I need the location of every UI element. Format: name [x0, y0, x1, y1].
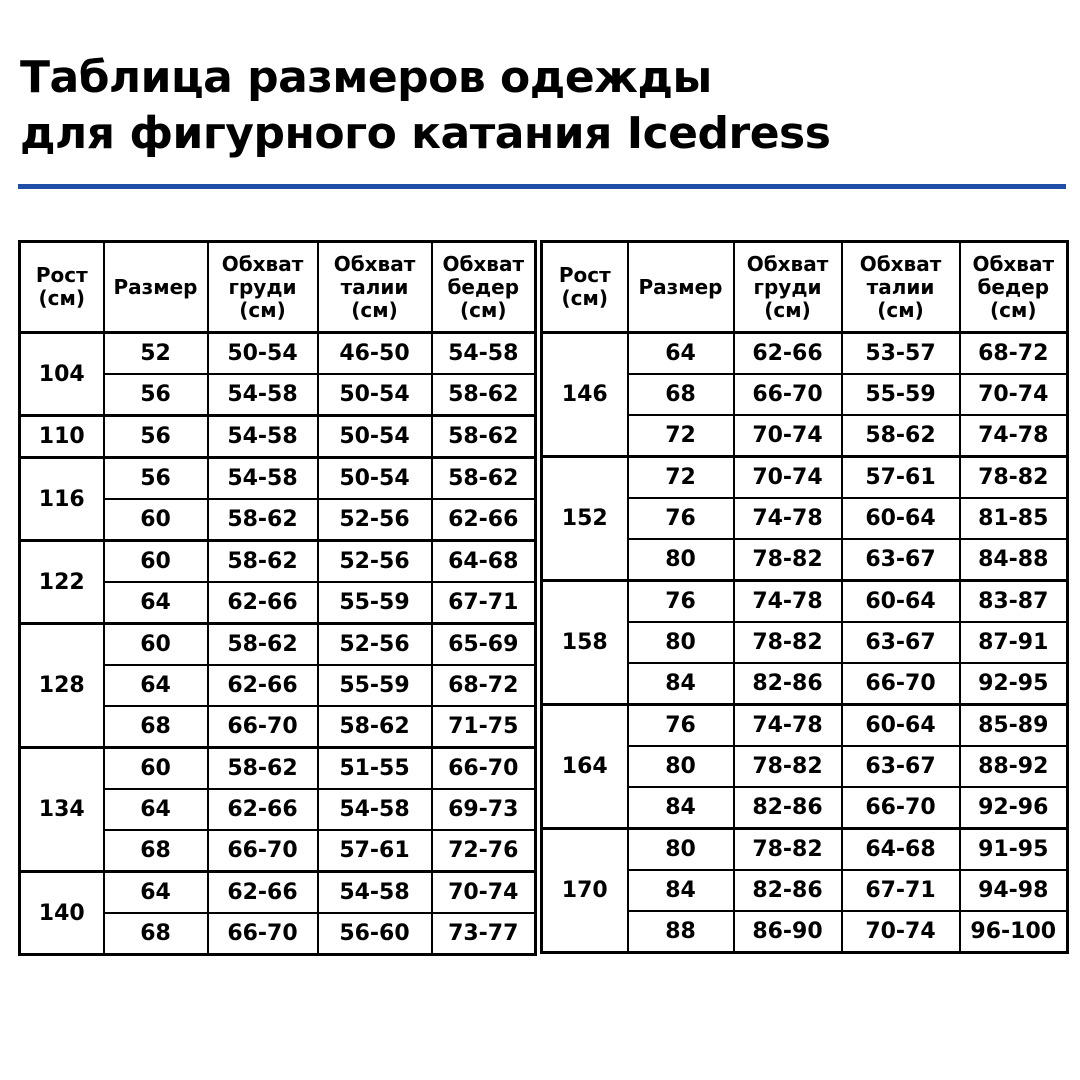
chest-cell: 74-78 — [734, 581, 842, 623]
size-cell: 80 — [628, 746, 734, 787]
chest-cell: 54-58 — [208, 416, 318, 458]
waist-cell: 56-60 — [318, 913, 432, 955]
hips-cell: 67-71 — [432, 582, 536, 624]
waist-cell: 70-74 — [842, 911, 960, 953]
table-row — [20, 624, 536, 666]
chest-cell: 66-70 — [208, 706, 318, 748]
hips-cell: 73-77 — [432, 913, 536, 955]
chest-cell: 62-66 — [208, 582, 318, 624]
chest-cell: 66-70 — [208, 913, 318, 955]
hips-cell: 70-74 — [432, 872, 536, 914]
size-cell: 80 — [628, 622, 734, 663]
waist-cell: 52-56 — [318, 624, 432, 666]
size-cell: 60 — [104, 499, 208, 541]
size-cell: 68 — [628, 374, 734, 415]
size-cell: 60 — [104, 541, 208, 583]
chest-cell: 58-62 — [208, 499, 318, 541]
table-row — [542, 457, 1068, 499]
chest-cell: 58-62 — [208, 624, 318, 666]
size-cell: 80 — [628, 829, 734, 871]
chest-cell: 62-66 — [208, 789, 318, 830]
chest-cell: 62-66 — [734, 333, 842, 375]
waist-cell: 52-56 — [318, 541, 432, 583]
chest-cell: 62-66 — [208, 665, 318, 706]
waist-cell: 54-58 — [318, 789, 432, 830]
waist-cell: 57-61 — [842, 457, 960, 499]
hips-cell: 65-69 — [432, 624, 536, 666]
waist-cell: 57-61 — [318, 830, 432, 872]
table-header-row — [542, 242, 1068, 333]
waist-cell: 63-67 — [842, 622, 960, 663]
chest-cell: 78-82 — [734, 746, 842, 787]
waist-cell: 66-70 — [842, 663, 960, 705]
waist-cell: 55-59 — [318, 665, 432, 706]
header-chest: Обхват груди (см) — [734, 242, 842, 333]
header-chest: Обхват груди (см) — [208, 242, 318, 333]
height-cell: 110 — [20, 416, 104, 458]
chest-cell: 58-62 — [208, 541, 318, 583]
chest-cell: 86-90 — [734, 911, 842, 953]
table-row — [542, 829, 1068, 871]
table-row — [20, 872, 536, 914]
hips-cell: 96-100 — [960, 911, 1068, 953]
hips-cell: 87-91 — [960, 622, 1068, 663]
chest-cell: 54-58 — [208, 458, 318, 500]
chest-cell: 82-86 — [734, 663, 842, 705]
title-line-2: для фигурного катания Icedress — [20, 108, 831, 159]
chest-cell: 62-66 — [208, 872, 318, 914]
hips-cell: 69-73 — [432, 789, 536, 830]
height-cell: 164 — [542, 705, 628, 829]
height-cell: 134 — [20, 748, 104, 872]
size-cell: 76 — [628, 581, 734, 623]
hips-cell: 66-70 — [432, 748, 536, 790]
hips-cell: 94-98 — [960, 870, 1068, 911]
hips-cell: 54-58 — [432, 333, 536, 375]
table-header-row — [20, 242, 536, 333]
hips-cell: 91-95 — [960, 829, 1068, 871]
hips-cell: 84-88 — [960, 539, 1068, 581]
size-cell: 64 — [104, 665, 208, 706]
size-cell: 84 — [628, 663, 734, 705]
hips-cell: 85-89 — [960, 705, 1068, 747]
chest-cell: 66-70 — [734, 374, 842, 415]
chest-cell: 70-74 — [734, 457, 842, 499]
waist-cell: 58-62 — [842, 415, 960, 457]
waist-cell: 64-68 — [842, 829, 960, 871]
chest-cell: 82-86 — [734, 787, 842, 829]
hips-cell: 58-62 — [432, 416, 536, 458]
hips-cell: 68-72 — [960, 333, 1068, 375]
size-table-left — [18, 240, 537, 956]
height-cell: 122 — [20, 541, 104, 624]
hips-cell: 81-85 — [960, 498, 1068, 539]
height-cell: 152 — [542, 457, 628, 581]
size-cell: 88 — [628, 911, 734, 953]
header-height: Рост (см) — [20, 242, 104, 333]
waist-cell: 66-70 — [842, 787, 960, 829]
size-cell: 64 — [104, 789, 208, 830]
chest-cell: 66-70 — [208, 830, 318, 872]
size-cell: 52 — [104, 333, 208, 375]
height-cell: 158 — [542, 581, 628, 705]
table-row — [542, 705, 1068, 747]
header-hips: Обхват бедер (см) — [432, 242, 536, 333]
header-height: Рост (см) — [542, 242, 628, 333]
waist-cell: 46-50 — [318, 333, 432, 375]
table-row — [542, 581, 1068, 623]
header-size: Размер — [628, 242, 734, 333]
size-cell: 60 — [104, 748, 208, 790]
size-cell: 76 — [628, 705, 734, 747]
waist-cell: 60-64 — [842, 581, 960, 623]
waist-cell: 55-59 — [318, 582, 432, 624]
size-cell: 68 — [104, 913, 208, 955]
chest-cell: 74-78 — [734, 498, 842, 539]
chest-cell: 70-74 — [734, 415, 842, 457]
waist-cell: 50-54 — [318, 374, 432, 416]
waist-cell: 63-67 — [842, 746, 960, 787]
waist-cell: 50-54 — [318, 416, 432, 458]
size-cell: 64 — [104, 582, 208, 624]
chest-cell: 74-78 — [734, 705, 842, 747]
waist-cell: 51-55 — [318, 748, 432, 790]
size-cell: 56 — [104, 374, 208, 416]
chest-cell: 58-62 — [208, 748, 318, 790]
table-row — [20, 541, 536, 583]
title-divider — [18, 184, 1066, 189]
height-cell: 146 — [542, 333, 628, 457]
waist-cell: 52-56 — [318, 499, 432, 541]
hips-cell: 62-66 — [432, 499, 536, 541]
size-cell: 84 — [628, 870, 734, 911]
size-table-right — [540, 240, 1069, 954]
hips-cell: 78-82 — [960, 457, 1068, 499]
height-cell: 104 — [20, 333, 104, 416]
chest-cell: 54-58 — [208, 374, 318, 416]
hips-cell: 70-74 — [960, 374, 1068, 415]
size-cell: 76 — [628, 498, 734, 539]
title-line-1: Таблица размеров одежды — [20, 52, 712, 103]
waist-cell: 55-59 — [842, 374, 960, 415]
waist-cell: 50-54 — [318, 458, 432, 500]
size-cell: 64 — [628, 333, 734, 375]
chest-cell: 78-82 — [734, 539, 842, 581]
table-row — [20, 458, 536, 500]
height-cell: 140 — [20, 872, 104, 955]
chest-cell: 50-54 — [208, 333, 318, 375]
size-cell: 80 — [628, 539, 734, 581]
hips-cell: 68-72 — [432, 665, 536, 706]
header-size: Размер — [104, 242, 208, 333]
table-row — [20, 333, 536, 375]
table-row — [20, 416, 536, 458]
chest-cell: 82-86 — [734, 870, 842, 911]
height-cell: 170 — [542, 829, 628, 953]
size-cell: 84 — [628, 787, 734, 829]
table-row — [20, 748, 536, 790]
chest-cell: 78-82 — [734, 829, 842, 871]
height-cell: 116 — [20, 458, 104, 541]
waist-cell: 67-71 — [842, 870, 960, 911]
height-cell: 128 — [20, 624, 104, 748]
table-row — [542, 333, 1068, 375]
size-cell: 68 — [104, 706, 208, 748]
hips-cell: 92-95 — [960, 663, 1068, 705]
hips-cell: 71-75 — [432, 706, 536, 748]
header-waist: Обхват талии (см) — [842, 242, 960, 333]
waist-cell: 54-58 — [318, 872, 432, 914]
hips-cell: 74-78 — [960, 415, 1068, 457]
hips-cell: 88-92 — [960, 746, 1068, 787]
hips-cell: 64-68 — [432, 541, 536, 583]
size-cell: 72 — [628, 457, 734, 499]
hips-cell: 83-87 — [960, 581, 1068, 623]
size-cell: 56 — [104, 416, 208, 458]
hips-cell: 92-96 — [960, 787, 1068, 829]
size-cell: 64 — [104, 872, 208, 914]
hips-cell: 58-62 — [432, 458, 536, 500]
header-hips: Обхват бедер (см) — [960, 242, 1068, 333]
size-cell: 56 — [104, 458, 208, 500]
waist-cell: 60-64 — [842, 705, 960, 747]
hips-cell: 72-76 — [432, 830, 536, 872]
size-cell: 72 — [628, 415, 734, 457]
size-cell: 60 — [104, 624, 208, 666]
waist-cell: 58-62 — [318, 706, 432, 748]
page-title — [20, 50, 1070, 162]
chest-cell: 78-82 — [734, 622, 842, 663]
header-waist: Обхват талии (см) — [318, 242, 432, 333]
hips-cell: 58-62 — [432, 374, 536, 416]
waist-cell: 60-64 — [842, 498, 960, 539]
waist-cell: 53-57 — [842, 333, 960, 375]
waist-cell: 63-67 — [842, 539, 960, 581]
size-cell: 68 — [104, 830, 208, 872]
